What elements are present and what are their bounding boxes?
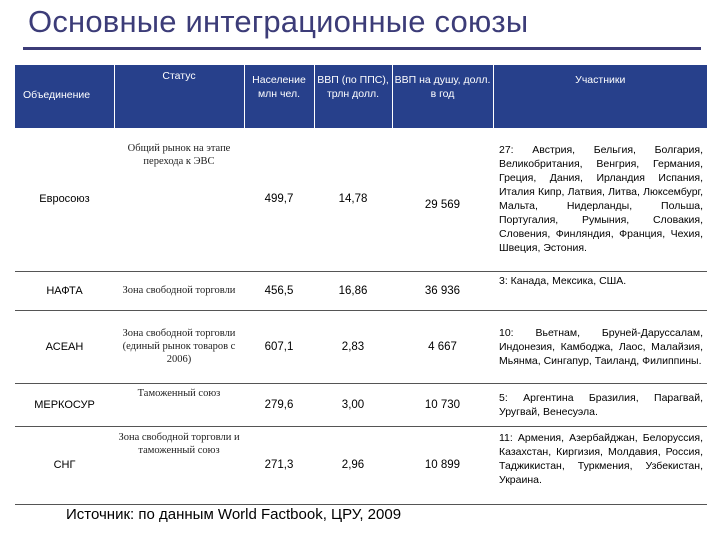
union-gdp-per-capita: 4 667 bbox=[392, 310, 493, 383]
header-status: Статус bbox=[114, 65, 244, 128]
union-status: Зона свободной торговли bbox=[114, 271, 244, 310]
union-gdp-per-capita: 36 936 bbox=[392, 271, 493, 310]
union-members: 10: Вьетнам, Бруней-Даруссалам, Индонезия, Камбоджа, Лаос, Малайзия, Мьянма, Сингапур, Таиланд, Филиппины. bbox=[493, 310, 707, 383]
table-row bbox=[15, 426, 707, 504]
table-row bbox=[15, 383, 707, 426]
union-population: 499,7 bbox=[244, 128, 314, 271]
union-status: Зона свободной торговли и таможенный союз bbox=[114, 426, 244, 504]
union-gdp-per-capita: 29 569 bbox=[392, 128, 493, 271]
union-gdp: 3,00 bbox=[314, 383, 392, 426]
union-members: 3: Канада, Мексика, США. bbox=[493, 271, 707, 310]
table-header-row bbox=[15, 65, 707, 128]
union-name: Евросоюз bbox=[15, 128, 114, 271]
table-row bbox=[15, 271, 707, 310]
page-title: Основные интеграционные союзы bbox=[28, 4, 529, 39]
header-union: Объединение bbox=[15, 65, 114, 128]
union-members: 27: Австрия, Бельгия, Болгария, Великобритания, Венгрия, Германия, Греция, Дания, Ирландия Испания, Италия Кипр, Латвия, Литва, Люксембург, Мальта, Нидерланды, Польша, Португалия, Румыния, Словакия, Словения, Финляндия, Франция, Чехия, Швеция, Эстония. bbox=[493, 128, 707, 271]
union-members: 11: Армения, Азербайджан, Белоруссия, Казахстан, Киргизия, Молдавия, Россия, Таджикистан, Туркмения, Узбекистан, Украина. bbox=[493, 426, 707, 504]
union-population: 279,6 bbox=[244, 383, 314, 426]
union-gdp-per-capita: 10 899 bbox=[392, 426, 493, 504]
union-population: 271,3 bbox=[244, 426, 314, 504]
union-status: Зона свободной торговли (единый рынок товаров с 2006) bbox=[114, 310, 244, 383]
table-row bbox=[15, 128, 707, 271]
union-gdp: 16,86 bbox=[314, 271, 392, 310]
source-note: Источник: по данным World Factbook, ЦРУ, 2009 bbox=[66, 506, 402, 523]
union-name: МЕРКОСУР bbox=[15, 383, 114, 426]
union-gdp: 2,96 bbox=[314, 426, 392, 504]
union-name: АСЕАН bbox=[15, 310, 114, 383]
union-status: Таможенный союз bbox=[114, 383, 244, 426]
title-underline bbox=[23, 47, 701, 50]
unions-table bbox=[15, 65, 707, 505]
header-members: Участники bbox=[493, 65, 707, 128]
union-gdp-per-capita: 10 730 bbox=[392, 383, 493, 426]
header-gdp: ВВП (по ППС), трлн долл. bbox=[314, 65, 392, 128]
union-status: Общий рынок на этапе перехода к ЭВС bbox=[114, 128, 244, 271]
union-members: 5: Аргентина Бразилия, Парагвай, Уругвай, Венесуэла. bbox=[493, 383, 707, 426]
header-gdp-per-capita: ВВП на душу, долл. в год bbox=[392, 65, 493, 128]
table-row bbox=[15, 310, 707, 383]
union-population: 456,5 bbox=[244, 271, 314, 310]
union-name: НАФТА bbox=[15, 271, 114, 310]
union-gdp: 14,78 bbox=[314, 128, 392, 271]
union-population: 607,1 bbox=[244, 310, 314, 383]
union-name: СНГ bbox=[15, 426, 114, 504]
header-population: Население млн чел. bbox=[244, 65, 314, 128]
union-gdp: 2,83 bbox=[314, 310, 392, 383]
